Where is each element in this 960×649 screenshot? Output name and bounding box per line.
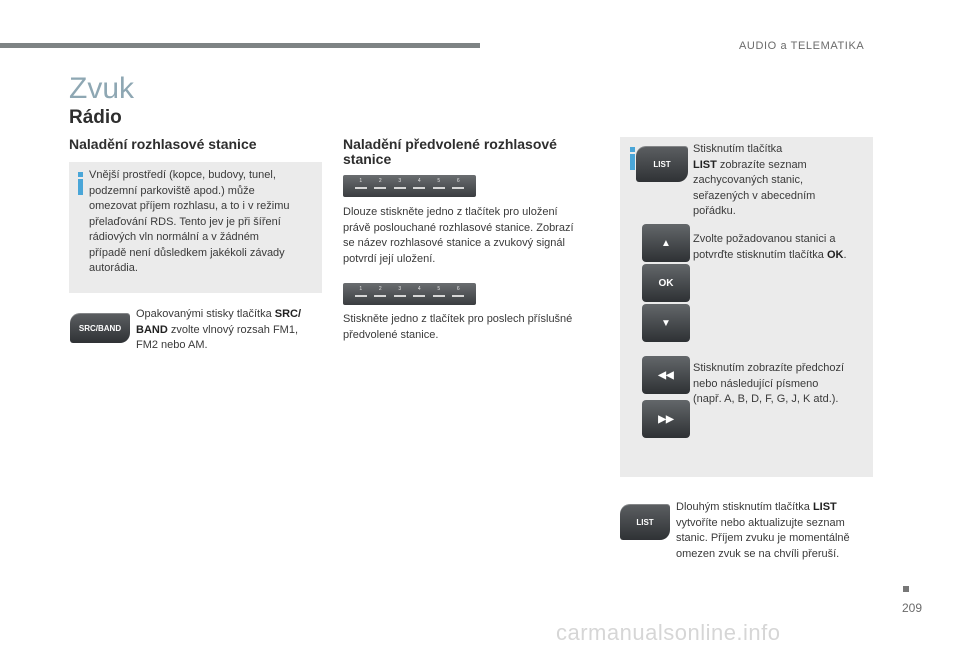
down-arrow-button[interactable] (642, 304, 690, 342)
page-number: 209 (902, 601, 923, 615)
heading-tuning: Naladění rozhlasové stanice (69, 136, 257, 152)
previous-letter-button[interactable] (642, 356, 690, 394)
preset-listen-text: Stiskněte jedno z tlačítek pro poslech příslušné předvolené stanice. (343, 313, 573, 341)
preset-buttons-bottom[interactable] (343, 283, 476, 305)
preset-button[interactable]: 5 (433, 283, 445, 297)
preset-button[interactable]: 1 (355, 283, 367, 297)
arrow-down-icon: ▼ (661, 317, 671, 329)
preset-button[interactable]: 3 (394, 175, 406, 189)
ok-button[interactable]: OK (642, 264, 690, 302)
watermark: carmanualsonline.info (556, 620, 781, 645)
preset-button[interactable]: 6 (452, 175, 464, 189)
arrow-up-icon: ▲ (661, 237, 671, 249)
section-title: AUDIO a TELEMATIKA (739, 40, 865, 52)
continue-marker (903, 586, 909, 592)
rewind-icon: ◀◀ (658, 369, 674, 381)
navigation-text: Stisknutím zobrazíte předchozí nebo následující písmeno (např. A, B, D, F, G, J, K atd.). (693, 362, 845, 405)
info-text: Vnější prostředí (kopce, budovy, tunel, podzemní parkoviště apod.) může omezovat příjem rozhlasu, a to i v režimu přelaďování RDS. Tento jev je při šíření rádiových vln normální a v žádném případě není důsledkem jakékoli závady autorádia. (89, 169, 290, 274)
info-box (69, 162, 322, 293)
preset-button[interactable]: 2 (374, 283, 386, 297)
fast-forward-icon: ▶▶ (658, 413, 674, 425)
preset-store-text: Dlouze stiskněte jedno z tlačítek pro uložení právě poslouchané rozhlasové stanice. Zobrazí se název rozhlasové stanice a zvukový signál potvrdí její uložení. (343, 206, 574, 265)
src-band-text: Opakovanými stisky tlačítka SRC/ BAND zvolte vlnový rozsah FM1, FM2 nebo AM. (136, 308, 302, 351)
preset-button[interactable]: 2 (374, 175, 386, 189)
list-text: Stisknutím tlačítka LIST zobrazíte seznam zachycovaných stanic, seřazených v abecedním pořádku. (693, 143, 816, 217)
page-title: Zvuk (69, 72, 135, 105)
heading-preset: Naladění předvolené rozhlasové stanice (343, 136, 557, 167)
ok-text: Zvolte požadovanou stanici a potvrďte stisknutím tlačítka OK. (693, 233, 847, 261)
preset-button[interactable]: 5 (433, 175, 445, 189)
preset-button[interactable]: 4 (413, 175, 425, 189)
src-band-button[interactable]: SRC/BAND (70, 313, 130, 343)
list-button-long-press[interactable]: LIST (620, 504, 670, 540)
preset-buttons-top[interactable] (343, 175, 476, 197)
preset-button[interactable]: 1 (355, 175, 367, 189)
header-bar (0, 43, 480, 48)
long-press-text: Dlouhým stisknutím tlačítka LIST vytvoříte nebo aktualizujte seznam stanic. Příjem zvuku je momentálně omezen zvuk se na chvíli přeruší. (676, 501, 850, 560)
next-letter-button[interactable] (642, 400, 690, 438)
preset-button[interactable]: 3 (394, 283, 406, 297)
preset-button[interactable]: 6 (452, 283, 464, 297)
preset-button[interactable]: 4 (413, 283, 425, 297)
page-subtitle: Rádio (69, 107, 122, 128)
up-arrow-button[interactable] (642, 224, 690, 262)
list-button[interactable]: LIST (636, 146, 688, 182)
info-icon (78, 172, 84, 195)
